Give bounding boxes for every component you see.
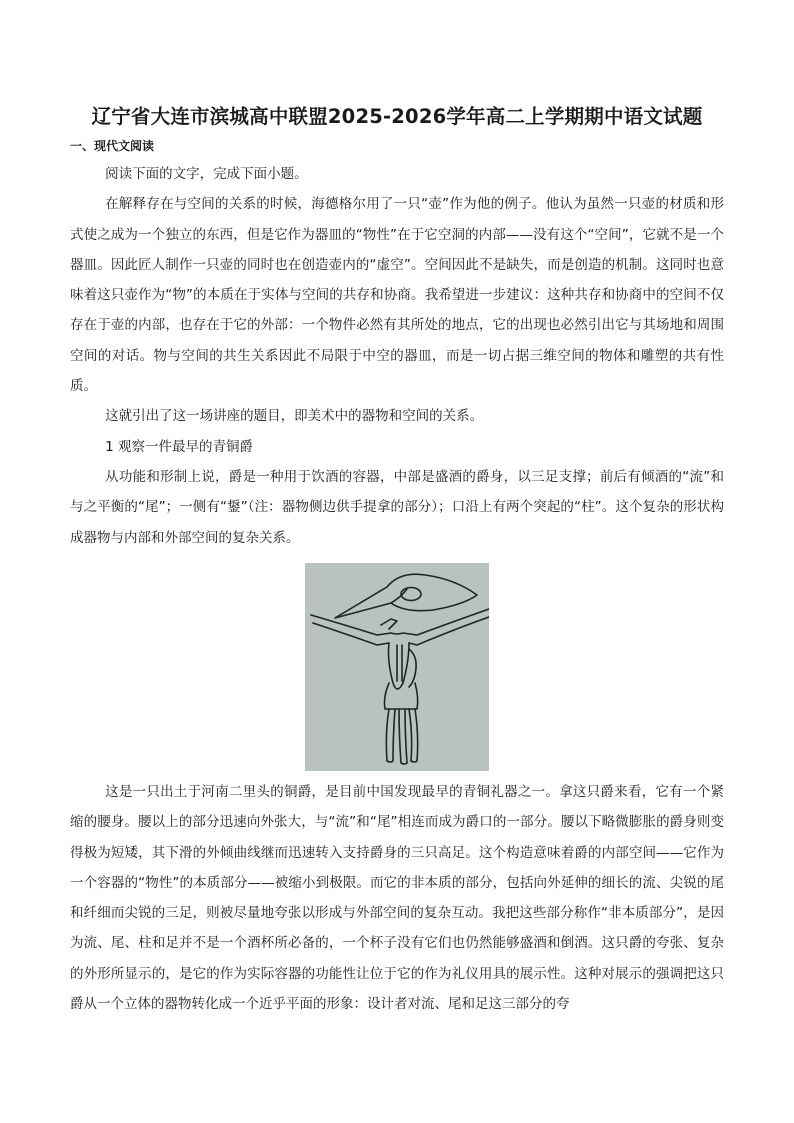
section-heading: 一、现代文阅读 (70, 139, 155, 153)
subheading: 1 观察一件最早的青铜爵 (105, 438, 253, 455)
document-title: 辽宁省大连市滨城高中联盟2025-2026学年高二上学期期中语文试题 (91, 105, 703, 128)
text-block-after-figure (70, 777, 724, 1019)
body-paragraph: 这就引出了这一场讲座的题目，即美术中的器物和空间的关系。 (105, 408, 484, 425)
body-paragraph: 从功能和形制上说，爵是一种用于饮酒的容器，中部是盛酒的爵身，以三足支撑；前后有倾酒的“流”和与之平衡的“尾”；一侧有“鋬”（注：器物侧边供手提拿的部分）；口沿上有两个突起的“柱”。这个复杂的形状构成器物与内部和外部空间的复杂关系。 (70, 468, 724, 546)
body-paragraph: 这是一只出土于河南二里头的铜爵，是目前中国发现最早的青铜礼器之一。拿这只爵来看，它有一个紧缩的腰身。腰以上的部分迅速向外张大，与“流”和“尾”相连而成为爵口的一部分。腰以下略微膨胀的爵身则变得极为短矮，其下滑的外倾曲线继而迅速转入支持爵身的三只高足。这个构造意味着爵的内部空间——它作为一个容器的“物性”的本质部分——被缩小到极限。而它的非本质的部分，包括向外延伸的细长的流、尖锐的尾和纤细而尖锐的三足，则被尽量地夸张以形成与外部空间的复杂互动。我把这些部分称作“非本质部分”，是因为流、尾、柱和足并不是一个酒杯所必备的，一个杯子没有它们也仍然能够盛酒和倒酒。这只爵的夸张、复杂的外形所显示的，是它的作为实际容器的功能性让位于它的作为礼仪用具的展示性。这种对展示的强调把这只爵从一个立体的器物转化成一个近乎平面的形象：设计者对流、尾和足这三部分的夸 (70, 784, 724, 1013)
bronze-jue-line-drawing-icon (305, 563, 489, 771)
text-block-before-figure (70, 159, 724, 553)
body-paragraph: 在解释存在与空间的关系的时候，海德格尔用了一只“壶”作为他的例子。他认为虽然一只壶的材质和形式使之成为一个独立的东西，但是它作为器皿的“物性”在于它空洞的内部——没有这个“空间”，它就不是一个器皿。因此匠人制作一只壶的同时也在创造壶内的“虚空”。空间因此不是缺失，而是创造的机制。这同时也意味着这只壶作为“物”的本质在于实体与空间的共存和协商。我希望进一步建议：这种共存和协商中的空间不仅存在于壶的内部，也存在于它的外部：一个物件必然有其所处的地点，它的出现也必然引出它与其场地和周围空间的对话。物与空间的共生关系因此不局限于中空的器皿，而是一切占据三维空间的物体和雕塑的共有性质。 (70, 196, 724, 395)
instruction-paragraph: 阅读下面的文字，完成下面小题。 (105, 166, 308, 182)
bronze-jue-figure (305, 563, 489, 771)
